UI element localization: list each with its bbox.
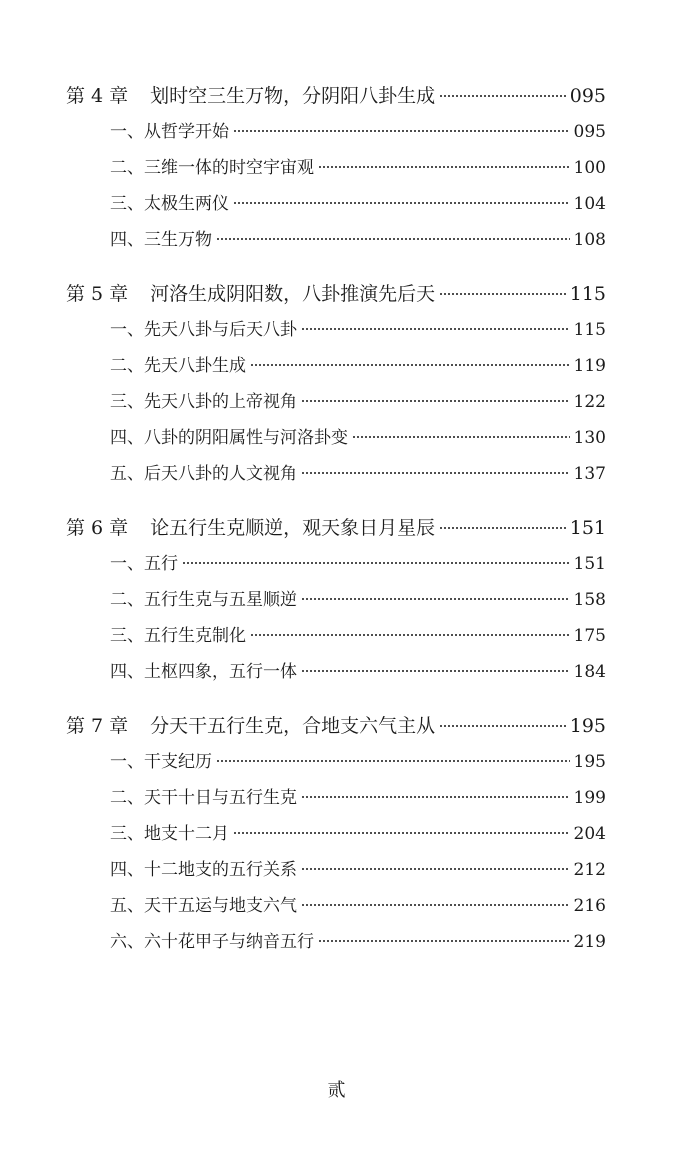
chapter-number: 第 6 章 — [66, 517, 129, 539]
dot-leader — [439, 286, 566, 296]
chapter-number: 第 4 章 — [66, 85, 129, 107]
dot-leader — [250, 357, 570, 367]
dot-leader — [233, 195, 570, 205]
section-entry[interactable] — [66, 114, 606, 150]
section-entry[interactable] — [66, 384, 606, 420]
section-title: 三、地支十二月 — [110, 824, 229, 844]
section-entry[interactable] — [66, 312, 606, 348]
section-title: 二、先天八卦生成 — [110, 356, 246, 376]
section-page-number: 100 — [573, 158, 606, 178]
page-number-footer — [0, 1076, 673, 1102]
dot-leader — [439, 520, 566, 530]
dot-leader — [301, 465, 570, 475]
section-title: 四、土枢四象，五行一体 — [110, 662, 297, 682]
section-page-number: 204 — [573, 824, 606, 844]
dot-leader — [301, 897, 570, 907]
chapter-title: 河洛生成阴阳数，八卦推演先后天 — [150, 283, 436, 305]
chapter-block — [66, 708, 606, 960]
section-entry[interactable] — [66, 888, 606, 924]
chapter-block — [66, 78, 606, 258]
section-entry[interactable] — [66, 852, 606, 888]
dot-leader — [439, 718, 566, 728]
dot-leader — [233, 825, 570, 835]
section-title: 五、天干五运与地支六气 — [110, 896, 297, 916]
section-title: 五、后天八卦的人文视角 — [110, 464, 297, 484]
section-page-number: 219 — [573, 932, 606, 952]
section-entry[interactable] — [66, 582, 606, 618]
chapter-page-number: 095 — [569, 85, 606, 107]
section-entry[interactable] — [66, 924, 606, 960]
section-entry[interactable] — [66, 744, 606, 780]
section-title: 三、太极生两仪 — [110, 194, 229, 214]
section-page-number: 175 — [573, 626, 606, 646]
chapter-block — [66, 276, 606, 492]
section-page-number: 195 — [573, 752, 606, 772]
chapter-page-number: 115 — [569, 283, 606, 305]
section-entry[interactable] — [66, 420, 606, 456]
chapter-page-number: 195 — [569, 715, 606, 737]
section-entry[interactable] — [66, 456, 606, 492]
section-entry[interactable] — [66, 780, 606, 816]
section-page-number: 137 — [573, 464, 606, 484]
section-title: 三、先天八卦的上帝视角 — [110, 392, 297, 412]
section-entry[interactable] — [66, 654, 606, 690]
section-page-number: 212 — [573, 860, 606, 880]
chapter-entry[interactable] — [66, 78, 606, 114]
section-entry[interactable] — [66, 150, 606, 186]
dot-leader — [216, 753, 570, 763]
dot-leader — [318, 159, 570, 169]
dot-leader — [250, 627, 570, 637]
section-title: 一、从哲学开始 — [110, 122, 229, 142]
section-page-number: 130 — [573, 428, 606, 448]
dot-leader — [233, 123, 570, 133]
section-entry[interactable] — [66, 222, 606, 258]
chapter-entry[interactable] — [66, 708, 606, 744]
section-title: 一、五行 — [110, 554, 178, 574]
dot-leader — [301, 663, 570, 673]
section-title: 二、五行生克与五星顺逆 — [110, 590, 297, 610]
section-entry[interactable] — [66, 618, 606, 654]
section-title: 四、八卦的阴阳属性与河洛卦变 — [110, 428, 348, 448]
section-page-number: 199 — [573, 788, 606, 808]
section-page-number: 095 — [573, 122, 606, 142]
section-page-number: 108 — [573, 230, 606, 250]
chapter-entry[interactable] — [66, 510, 606, 546]
dot-leader — [301, 789, 570, 799]
section-entry[interactable] — [66, 186, 606, 222]
dot-leader — [301, 321, 570, 331]
dot-leader — [318, 933, 570, 943]
section-page-number: 158 — [573, 590, 606, 610]
chapter-title: 论五行生克顺逆，观天象日月星辰 — [150, 517, 436, 539]
chapter-page-number: 151 — [569, 517, 606, 539]
section-entry[interactable] — [66, 816, 606, 852]
dot-leader — [216, 231, 570, 241]
section-page-number: 216 — [573, 896, 606, 916]
dot-leader — [301, 393, 570, 403]
chapter-entry[interactable] — [66, 276, 606, 312]
section-title: 四、三生万物 — [110, 230, 212, 250]
section-title: 三、五行生克制化 — [110, 626, 246, 646]
chapter-block — [66, 510, 606, 690]
section-title: 二、天干十日与五行生克 — [110, 788, 297, 808]
section-entry[interactable] — [66, 348, 606, 384]
dot-leader — [439, 88, 566, 98]
section-title: 六、六十花甲子与纳音五行 — [110, 932, 314, 952]
chapter-title: 分天干五行生克，合地支六气主从 — [150, 715, 436, 737]
chapter-number: 第 7 章 — [66, 715, 129, 737]
section-page-number: 119 — [573, 356, 606, 376]
section-title: 一、先天八卦与后天八卦 — [110, 320, 297, 340]
section-title: 二、三维一体的时空宇宙观 — [110, 158, 314, 178]
page-number-label: 贰 — [327, 1080, 346, 1101]
chapter-title: 划时空三生万物，分阴阳八卦生成 — [150, 85, 436, 107]
section-page-number: 122 — [573, 392, 606, 412]
chapter-number: 第 5 章 — [66, 283, 129, 305]
section-title: 四、十二地支的五行关系 — [110, 860, 297, 880]
dot-leader — [301, 861, 570, 871]
section-page-number: 151 — [573, 554, 606, 574]
dot-leader — [182, 555, 570, 565]
section-page-number: 104 — [573, 194, 606, 214]
section-title: 一、干支纪历 — [110, 752, 212, 772]
table-of-contents — [66, 78, 606, 978]
section-entry[interactable] — [66, 546, 606, 582]
section-page-number: 115 — [573, 320, 606, 340]
section-page-number: 184 — [573, 662, 606, 682]
dot-leader — [301, 591, 570, 601]
dot-leader — [352, 429, 570, 439]
